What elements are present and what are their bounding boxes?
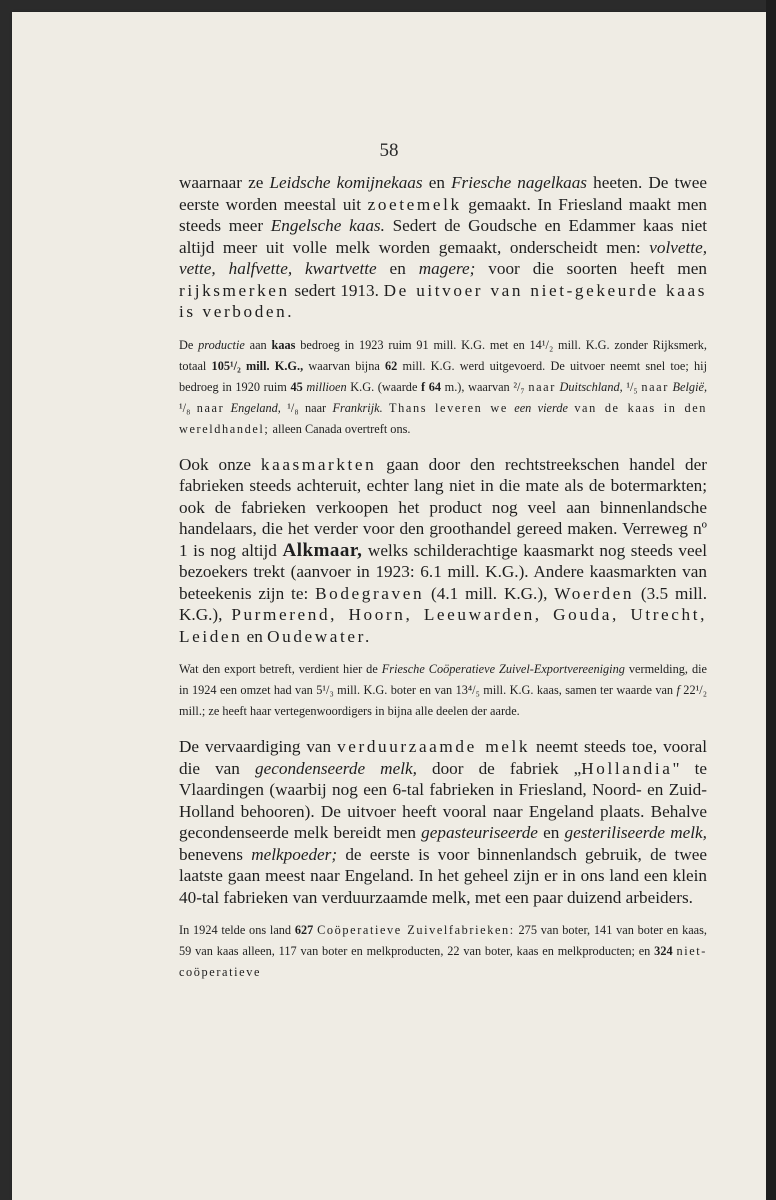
book-page <box>12 12 766 1200</box>
paragraph-cheese-markets: Ook onze kaasmarkten gaan door den rechtstreekschen handel der fabrieken steeds achteruit, echter lang niet in die mate als de botermarkten; ook de fabrieken verkoopen het product nog veel aan binnenlandsche handelaars, die het verder voor den groothandel gereed maken. Verreweg nº 1 is nog altijd Alkmaar, welks schilderachtige kaasmarkt nog steeds veel bezoekers trekt (aanvoer in 1923: 6.1 mill. K.G.). Andere kaasmarkten van beteekenis zijn te: Bodegraven (4.1 mill. K.G.), Woerden (3.5 mill. K.G.), Purmerend, Hoorn, Leeuwarden, Gouda, Utrecht, Leiden en Oudewater. <box>179 454 708 646</box>
note-dairy-factories: In 1924 telde ons land 627 Coöperatieve Zuivelfabrieken: 275 van boter, 141 van boter en kaas, 59 van kaas alleen, 117 van boter en melkproducten, 22 van boter, kaas en melkproducten; en 324 niet-coöperatieve <box>179 923 707 979</box>
note-cheese-production: De productie aan kaas bedroeg in 1923 ruim 91 mill. K.G. met en 14¹/₂ mill. K.G. zonder Rijksmerk, totaal 105¹/₂ mill. K.G., waarvan bijna 62 mill. K.G. werd uitgevoerd. De uitvoer neemt snel toe; hij bedroeg in 1920 ruim 45 millioen K.G. (waarde f 64 m.), waarvan ²/₇ naar Duitschland, ¹/₅ naar België, ¹/₈ naar Engeland, ¹/₈ naar Frankrijk. Thans leveren we een vierde van de kaas in den wereldhandel; alleen Canada overtreft ons. <box>179 337 708 436</box>
paragraph-cheese-types: waarnaar ze Leidsche komijnekaas en Friesche nagelkaas heeten. De twee eerste worden meestal uit zoetemelk gemaakt. In Friesland maakt men steeds meer Engelsche kaas. Sedert de Goudsche en Edammer kaas niet altijd meer uit volle melk worden gemaakt, onderscheidt men: volvette, vette, halfvette, kwartvette en magere; voor die soorten heeft men rijksmerken sedert 1913. De uitvoer van niet-gekeurde kaas is verboden. <box>179 173 708 321</box>
paragraph-preserved-milk: De vervaardiging van verduurzaamde melk neemt steeds toe, vooral die van gecondenseerde melk, door de fabriek „Hollandia" te Vlaardingen (waarbij nog een 6-tal fabrieken in Friesland, Noord- en Zuid-Holland behooren). De uitvoer heeft vooral naar Engeland plaats. Behalve gecondenseerde melk bereidt men gepasteuriseerde en gesteriliseerde melk, benevens melkpoeder; de eerste is voor binnenlandsch gebruik, de twee laatste gaan meest naar Engeland. In het geheel zijn er in ons land een klein 40-tal fabrieken van verduurzaamde melk, met een paar duizend arbeiders. <box>179 737 707 907</box>
page-number: 58 <box>379 140 399 161</box>
note-export-association: Wat den export betreft, verdient hier de Friesche Coöperatieve Zuivel-Exportvereeniging vermelding, die in 1924 een omzet had van 5¹/₃ mill. K.G. boter en van 13⁴/₅ mill. K.G. kaas, samen ter waarde van f 22¹/₂ mill.; ze heeft haar vertegenwoordigers in bijna alle deelen der aarde. <box>179 662 707 718</box>
page-body <box>179 172 707 983</box>
scan-edge <box>766 0 776 1200</box>
